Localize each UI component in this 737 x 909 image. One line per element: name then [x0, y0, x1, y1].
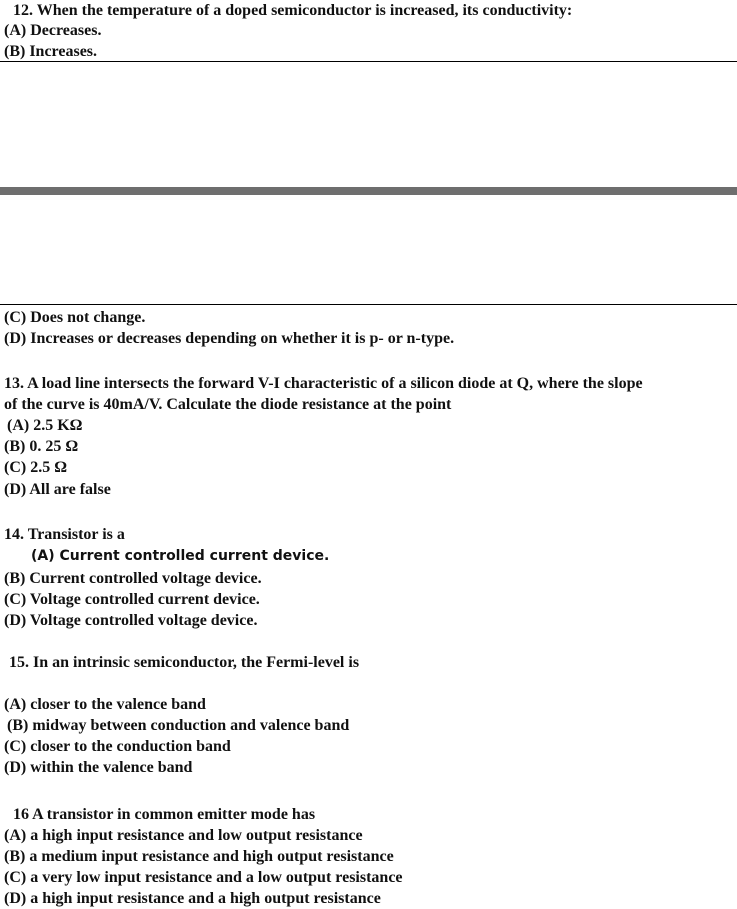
- page-break-divider: [0, 187, 737, 195]
- q12-question: 12. When the temperature of a doped semiconductor is increased, its conductivity:: [13, 2, 573, 19]
- section-rule-top: [0, 61, 737, 62]
- q14-option-a: (A) Current controlled current device.: [31, 548, 330, 564]
- q15-option-a: (A) closer to the valence band: [4, 696, 206, 713]
- q12-option-b: (B) Increases.: [4, 43, 98, 60]
- q15-option-c: (C) closer to the conduction band: [4, 738, 231, 755]
- q16-option-c: (C) a very low input resistance and a low output resistance: [4, 869, 403, 886]
- q12-option-d: (D) Increases or decreases depending on whether it is p- or n-type.: [4, 330, 455, 347]
- q13-question-line1: 13. A load line intersects the forward V-I characteristic of a silicon diode at Q, where the slope: [4, 375, 643, 392]
- q15-question: 15. In an intrinsic semiconductor, the Fermi-level is: [9, 654, 360, 671]
- q13-option-a: (A) 2.5 KΩ: [7, 417, 83, 434]
- q13-option-d: (D) All are false: [4, 481, 111, 498]
- q15-option-b: (B) midway between conduction and valence band: [7, 717, 350, 734]
- q14-option-c: (C) Voltage controlled current device.: [4, 591, 260, 608]
- q13-option-b: (B) 0. 25 Ω: [4, 438, 79, 455]
- q16-option-b: (B) a medium input resistance and high output resistance: [4, 848, 394, 865]
- q14-question: 14. Transistor is a: [4, 526, 125, 543]
- section-rule-bottom: [0, 304, 737, 305]
- q12-option-a: (A) Decreases.: [4, 22, 102, 39]
- q15-option-d: (D) within the valence band: [4, 759, 193, 776]
- q14-option-b: (B) Current controlled voltage device.: [4, 570, 262, 587]
- q12-option-c: (C) Does not change.: [4, 309, 146, 326]
- q16-option-a: (A) a high input resistance and low output resistance: [4, 827, 363, 844]
- q16-question: 16 A transistor in common emitter mode has: [13, 806, 316, 823]
- q14-option-d: (D) Voltage controlled voltage device.: [4, 612, 258, 629]
- q13-option-c: (C) 2.5 Ω: [4, 459, 68, 476]
- q13-question-line2: of the curve is 40mA/V. Calculate the diode resistance at the point: [4, 396, 452, 413]
- q16-option-d: (D) a high input resistance and a high output resistance: [4, 890, 381, 907]
